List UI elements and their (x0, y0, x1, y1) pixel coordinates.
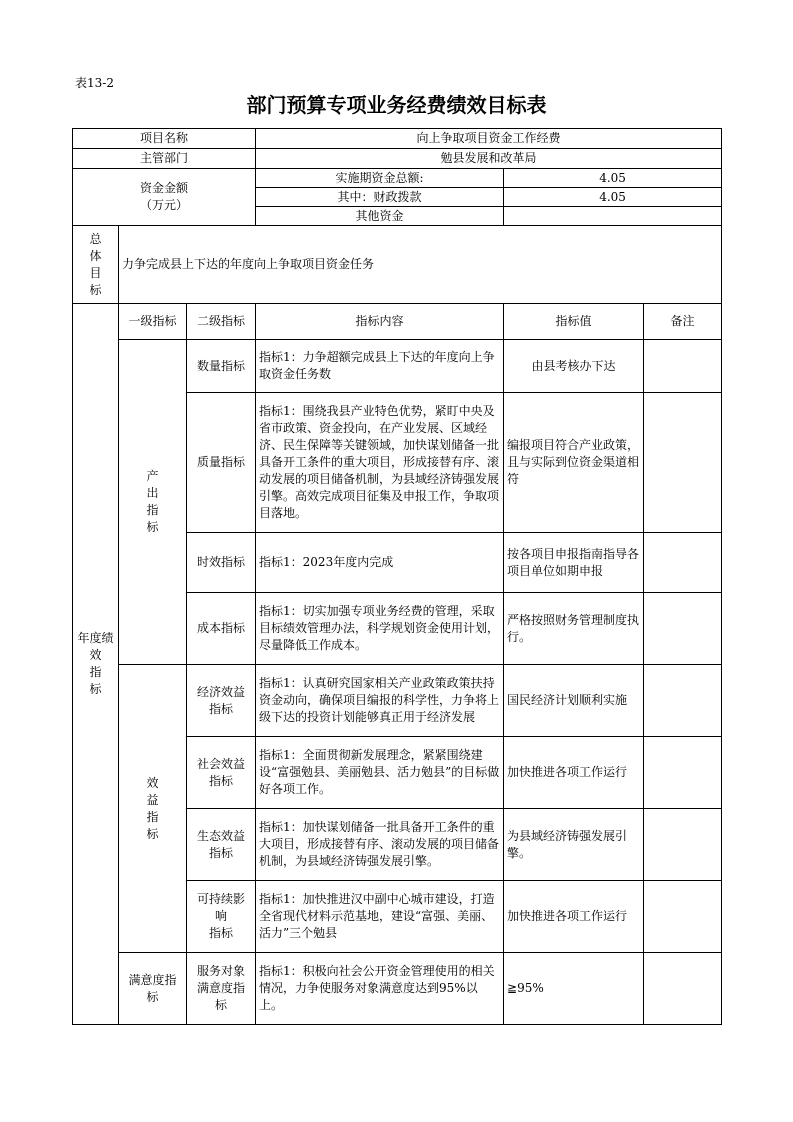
overall-label-char: 标 (89, 282, 102, 297)
indicator-value: 加快推进各项工作运行 (504, 737, 644, 809)
department-value: 勉县发展和改革局 (256, 149, 722, 169)
indicator-name-line: 经济效益 (197, 684, 246, 699)
indicator-note (644, 393, 722, 533)
indicator-note (644, 737, 722, 809)
header-value: 指标值 (504, 304, 644, 340)
indicator-note (644, 665, 722, 737)
indicator-note (644, 593, 722, 665)
indicator-value: 编报项目符合产业政策，且与实际到位资金渠道相符 (504, 393, 644, 533)
benefit-label-char: 标 (146, 826, 159, 841)
output-indicator-label (119, 340, 187, 665)
indicator-name: 时效指标 (187, 533, 256, 593)
annual-label-char: 指 (89, 665, 102, 679)
indicator-value: 按各项目申报指南指导各项目单位如期申报 (504, 533, 644, 593)
indicator-value: ≧95% (504, 953, 644, 1025)
indicator-content: 指标1：认真研究国家相关产业政策政策扶持资金动向，确保项目编报的科学性，力争将上级下达的投资计划能够真正用于经济发展 (256, 665, 504, 737)
indicator-name (187, 665, 256, 737)
annual-label-char: 年度绩 (77, 631, 114, 645)
satisfaction-label-line: 标 (146, 989, 159, 1004)
annual-indicator-label (73, 304, 119, 1025)
performance-target-table (72, 128, 722, 1025)
project-name-value: 向上争取项目资金工作经费 (256, 129, 722, 149)
header-level1: 一级指标 (119, 304, 187, 340)
funds-fiscal-value: 4.05 (504, 188, 722, 207)
indicator-name (187, 809, 256, 881)
indicator-content: 指标1：全面贯彻新发展理念，紧紧围绕建设“富强勉县、美丽勉县、活力勉县”的目标做好各项工作。 (256, 737, 504, 809)
satisfaction-indicator-label (119, 953, 187, 1025)
indicator-name (187, 953, 256, 1025)
indicator-name-line: 标 (215, 998, 228, 1012)
indicator-name-line: 满意度指 (197, 981, 246, 995)
indicator-content: 指标1：加快谋划储备一批具备开工条件的重大项目，形成接替有序、滚动发展的项目储备机制，为县域经济铸强发展引擎。 (256, 809, 504, 881)
benefit-label-char: 效 (146, 775, 159, 790)
header-level2: 二级指标 (187, 304, 256, 340)
department-label: 主管部门 (73, 149, 256, 169)
overall-label-char: 目 (89, 265, 102, 280)
header-content: 指标内容 (256, 304, 504, 340)
overall-goal-text: 力争完成县上下达的年度向上争取项目资金任务 (119, 226, 722, 304)
project-name-label: 项目名称 (73, 129, 256, 149)
indicator-content: 指标1：围绕我县产业特色优势，紧盯中央及省市政策、资金投向，在产业发展、区域经济、民生保障等关键领域，加快谋划储备一批具备开工条件的重大项目，形成接替有序、滚动发展的项目储备机制，为县域经济铸强发展引擎。高效完成项目征集及申报工作，争取项目落地。 (256, 393, 504, 533)
indicator-name-line: 生态效益 (197, 828, 246, 843)
indicator-name-line: 服务对象 (197, 964, 246, 978)
indicator-note (644, 340, 722, 393)
funds-total-label: 实施期资金总额: (256, 169, 504, 188)
funds-label (73, 169, 256, 226)
indicator-value: 国民经济计划顺利实施 (504, 665, 644, 737)
indicator-note (644, 809, 722, 881)
indicator-note (644, 533, 722, 593)
satisfaction-label-line: 满意度指 (128, 972, 177, 987)
indicator-name-line: 指标 (209, 845, 234, 860)
benefit-label-char: 益 (146, 792, 159, 807)
funds-fiscal-label: 其中：财政拨款 (256, 188, 504, 207)
indicator-content: 指标1：2023年度内完成 (256, 533, 504, 593)
table-number: 表13-2 (75, 76, 114, 90)
indicator-value: 为县域经济铸强发展引擎。 (504, 809, 644, 881)
indicator-name (187, 737, 256, 809)
funds-other-label: 其他资金 (256, 207, 504, 226)
indicator-content: 指标1：加快推进汉中副中心城市建设，打造全省现代材料示范基地，建设“富强、美丽、活力”三个勉县 (256, 881, 504, 953)
overall-label-char: 体 (89, 248, 102, 263)
indicator-name: 质量指标 (187, 393, 256, 533)
indicator-name-line: 指标 (209, 926, 234, 940)
indicator-name-line: 可持续影 (197, 892, 246, 906)
output-label-char: 产 (146, 469, 159, 483)
indicator-content: 指标1：切实加强专项业务经费的管理，采取目标绩效管理办法，科学规划资金使用计划，尽量降低工作成本。 (256, 593, 504, 665)
indicator-value: 由县考核办下达 (504, 340, 644, 393)
indicator-name-line: 指标 (209, 701, 234, 716)
header-note: 备注 (644, 304, 722, 340)
indicator-note (644, 881, 722, 953)
benefit-label-char: 指 (146, 809, 159, 824)
output-label-char: 指 (146, 503, 159, 517)
indicator-name-line: 响 (215, 909, 228, 923)
indicator-content: 指标1：积极向社会公开资金管理使用的相关情况，力争使服务对象满意度达到95%以上。 (256, 953, 504, 1025)
overall-goal-label (73, 226, 119, 304)
overall-label-char: 总 (89, 231, 102, 246)
indicator-name-line: 指标 (209, 773, 234, 788)
annual-label-char: 效 (89, 648, 102, 662)
output-label-char: 出 (146, 486, 159, 500)
indicator-name (187, 881, 256, 953)
funds-label-line1: 资金金额 (140, 181, 189, 195)
funds-label-line2: （万元） (140, 198, 189, 212)
page-title: 部门预算专项业务经费绩效目标表 (246, 93, 547, 117)
benefit-indicator-label (119, 665, 187, 953)
funds-other-value (504, 207, 722, 226)
output-label-char: 标 (146, 520, 159, 534)
indicator-name: 数量指标 (187, 340, 256, 393)
indicator-name: 成本指标 (187, 593, 256, 665)
indicator-note (644, 953, 722, 1025)
annual-label-char: 标 (89, 682, 102, 696)
funds-total-value: 4.05 (504, 169, 722, 188)
indicator-content: 指标1：力争超额完成县上下达的年度向上争取资金任务数 (256, 340, 504, 393)
indicator-name-line: 社会效益 (197, 756, 246, 771)
indicator-value: 加快推进各项工作运行 (504, 881, 644, 953)
indicator-value: 严格按照财务管理制度执行。 (504, 593, 644, 665)
